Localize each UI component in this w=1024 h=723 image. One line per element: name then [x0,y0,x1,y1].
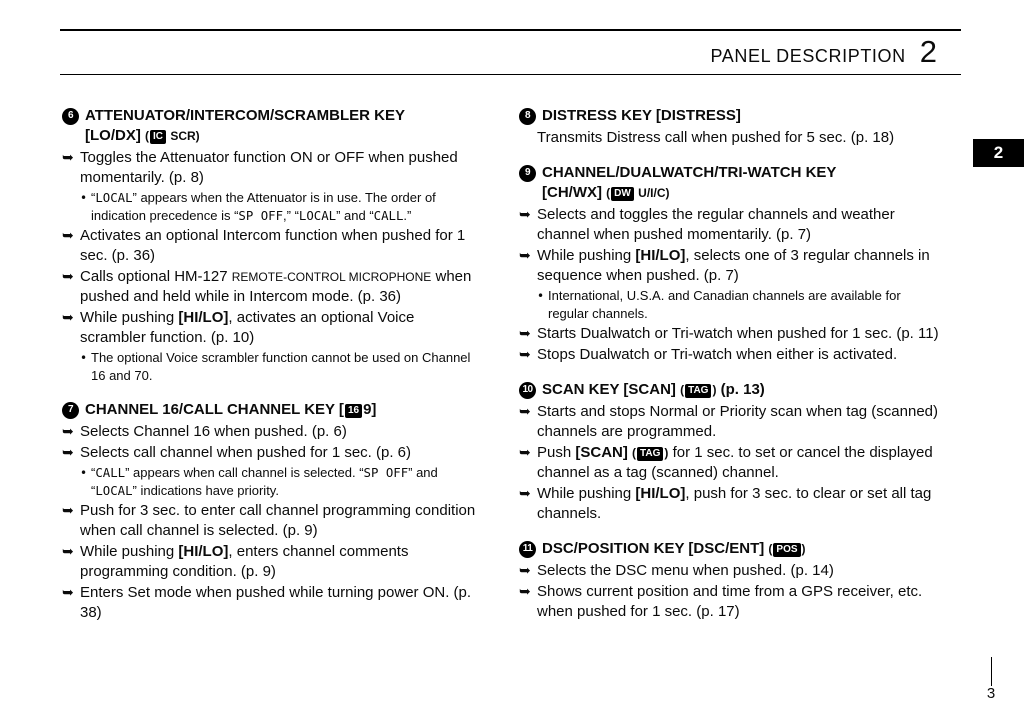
item-text [91,349,483,385]
instruction-item [62,148,483,188]
item-text [91,189,483,225]
item-text [80,443,483,463]
section-11 [519,539,940,622]
lcd-text: SP OFF [363,466,409,480]
text-segment: (p. 13) [716,381,765,398]
arrow-icon: ➥ [62,150,74,166]
text-segment: While pushing [80,543,179,560]
section-heading [62,400,483,420]
bullet-icon: • [80,351,88,365]
arrow-icon: ➥ [519,347,531,363]
text-segment: DSC/POSITION KEY [DSC/ENT] [542,540,769,557]
item-text [537,246,940,286]
text-segment: Toggles the Attenuator function ON or OFF when pushed momentarily. (p. 8) [80,149,458,186]
section-8 [519,106,940,148]
text-segment: Shows current position and time from a GPS receiver, etc. when pushed for 1 sec. (p. 17) [537,583,923,620]
text-segment: ” appears when call channel is selected. “ [125,465,364,480]
lcd-text: SP OFF [238,209,284,223]
section-9 [519,163,940,365]
text-segment: , enters channel comments programming condition. (p. 9) [80,543,409,580]
section-title [542,380,940,400]
text-segment: CHANNEL/DUALWATCH/TRI-WATCH KEY [542,164,837,181]
text-segment: ( [632,446,637,460]
item-text [80,583,483,623]
text-segment: , activates an optional Voice scrambler function. (p. 10) [80,309,415,346]
text-segment: ( [680,383,685,397]
lcd-text: CALL [95,466,126,480]
arrow-icon: ➥ [62,228,74,244]
arrow-icon: ➥ [519,445,531,461]
text-segment: ” appears when the Attenuator is in use. The order of indication precedence is “ [91,190,436,223]
item-text [537,561,940,581]
text-segment: While pushing [537,485,636,502]
instruction-item [62,308,483,348]
instruction-item [62,443,483,463]
section-title [85,106,483,146]
text-segment: CHANNEL 16/CALL CHANNEL KEY [ [85,401,344,418]
text-segment: ” indications have priority. [132,483,279,498]
page-number: 3 [986,685,996,702]
arrow-icon: ➥ [519,248,531,264]
text-segment: [HI/LO] [178,543,229,560]
section-title-line [542,183,940,203]
text-segment: ,” “ [283,208,299,223]
key-badge: 16 [345,404,362,418]
page-title: PANEL DESCRIPTION [710,46,906,66]
key-badge: TAG [637,447,663,461]
section-title [85,400,483,420]
instruction-item [519,345,940,365]
item-text [80,148,483,188]
instruction-item [519,324,940,344]
arrow-icon: ➥ [62,585,74,601]
indent-spacer [519,128,537,148]
text-segment: [LO/DX] [85,127,145,144]
item-text [537,582,940,622]
text-segment: Stops Dualwatch or Tri-watch when either is activated. [537,346,898,363]
item-text [537,443,940,483]
text-segment: Activates an optional Intercom function when pushed for 1 sec. (p. 36) [80,227,466,264]
text-segment: ” and “ [336,208,374,223]
text-segment: 9] [363,401,377,418]
text-segment: Selects call channel when pushed for 1 sec. (p. 6) [80,444,412,461]
text-segment: ) [801,542,806,556]
arrow-icon: ➥ [62,310,74,326]
section-title-line [542,106,940,126]
text-segment: International, U.S.A. and Canadian channels are available for regular channels. [548,288,901,321]
text-segment: Enters Set mode when pushed while turning power ON. (p. 38) [80,584,472,621]
section-6 [62,106,483,385]
text-segment: “ [91,190,96,205]
text-segment: While pushing [537,247,636,264]
section-heading [519,106,940,126]
text-segment: “ [91,465,96,480]
text-segment: [HI/LO] [178,309,229,326]
instruction-item [80,349,483,385]
item-text [80,501,483,541]
text-segment: DISTRESS KEY [DISTRESS] [542,107,741,124]
lcd-text: LOCAL [95,191,133,205]
page-number-rule [991,657,992,686]
item-text [80,422,483,442]
text-segment: Selects the DSC menu when pushed. (p. 14) [537,562,834,579]
text-segment: ATTENUATOR/INTERCOM/SCRAMBLER KEY [85,107,405,124]
text-segment: ( [145,129,149,143]
bullet-icon: • [80,466,88,480]
key-badge: DW [611,187,634,201]
item-text [537,402,940,442]
instruction-item [519,205,940,245]
text-segment: Push for 3 sec. to enter call channel programming condition when call channel is selected. (p. 9) [80,502,476,539]
item-text [80,267,483,307]
item-text [80,226,483,266]
section-7 [62,400,483,623]
text-segment: ) [712,383,717,397]
item-text [91,464,483,500]
section-number-icon: 10 [519,382,536,399]
lcd-text: LOCAL [95,484,133,498]
arrow-icon: ➥ [519,486,531,502]
bullet-icon: • [537,289,545,303]
arrow-icon: ➥ [519,326,531,342]
header-rule [60,74,961,75]
text-segment: Selects and toggles the regular channels and weather channel when pushed momentarily. (p. 7) [537,206,895,243]
section-number-icon: 11 [519,541,536,558]
instruction-item [519,484,940,524]
text-segment: [CH/WX] [542,184,607,201]
instruction-item [519,582,940,622]
instruction-item [62,583,483,623]
text-segment: Selects Channel 16 when pushed. (p. 6) [80,423,347,440]
instruction-item [519,561,940,581]
section-title-line [542,539,940,559]
item-text [537,205,940,245]
section-title-line [85,106,483,126]
text-segment: .” [403,208,412,223]
section-title-line [85,400,483,420]
chapter-tab: 2 [973,139,1024,167]
page-header [711,34,938,70]
item-text [80,542,483,582]
lcd-text: LOCAL [298,209,337,223]
instruction-item [519,246,940,286]
section-title-line [542,163,940,183]
arrow-icon: ➥ [519,563,531,579]
text-segment: ( [606,186,611,200]
instruction-item [62,226,483,266]
section-number-icon: 8 [519,108,536,125]
instruction-item [519,443,940,483]
item-text [548,287,940,323]
text-segment: ( [768,542,773,556]
item-text [537,128,940,148]
text-segment: ” and “ [91,465,438,498]
section-10 [519,380,940,524]
text-segment: REMOTE-CONTROL MICROPHONE [231,270,432,284]
text-segment: U/I/C) [634,186,670,200]
bullet-icon: • [80,191,88,205]
instruction-item [62,422,483,442]
item-text [80,308,483,348]
lcd-text: CALL [373,209,404,223]
instruction-item [537,287,940,323]
instruction-item [519,402,940,442]
instruction-item [519,128,940,148]
text-segment: , push for 3 sec. to clear or set all tag channels. [537,485,932,522]
text-segment: ) [664,446,669,460]
item-text [537,484,940,524]
arrow-icon: ➥ [62,503,74,519]
instruction-item [62,501,483,541]
column-left [62,106,483,638]
key-badge: IC [150,130,166,144]
section-heading [62,106,483,146]
item-text [537,345,940,365]
arrow-icon: ➥ [519,207,531,223]
column-right [519,106,940,637]
text-segment: Transmits Distress call when pushed for 5 sec. (p. 18) [537,129,895,146]
chapter-number: 2 [919,34,937,69]
arrow-icon: ➥ [62,424,74,440]
section-heading [519,539,940,559]
text-segment: Starts Dualwatch or Tri-watch when pushed for 1 sec. (p. 11) [537,325,939,342]
top-rule [60,29,961,31]
text-segment: While pushing [80,309,179,326]
arrow-icon: ➥ [62,269,74,285]
instruction-item [62,542,483,582]
section-number-icon: 9 [519,165,536,182]
arrow-icon: ➥ [519,404,531,420]
text-segment: SCAN KEY [SCAN] [542,381,681,398]
text-segment: , selects one of 3 regular channels in sequence when pushed. (p. 7) [537,247,930,284]
text-segment: [HI/LO] [635,485,686,502]
section-title [542,106,940,126]
section-heading [519,380,940,400]
text-segment: [HI/LO] [635,247,686,264]
instruction-item [62,267,483,307]
instruction-item [80,189,483,225]
arrow-icon: ➥ [62,445,74,461]
text-segment: Calls optional HM-127 [80,268,232,285]
section-title [542,539,940,559]
text-segment: The optional Voice scrambler function cannot be used on Channel 16 and 70. [91,350,471,383]
text-segment: for 1 sec. to set or cancel the displayed channel as a tag (scanned) channel. [537,444,933,481]
arrow-icon: ➥ [62,544,74,560]
item-text [537,324,940,344]
section-heading [519,163,940,203]
instruction-item [80,464,483,500]
text-segment: Starts and stops Normal or Priority scan when tag (scanned) channels are programmed. [537,403,939,440]
key-badge: TAG [685,384,711,398]
section-title-line [85,126,483,146]
text-segment: when pushed and held while in Intercom mode. (p. 36) [80,268,472,305]
section-number-icon: 7 [62,402,79,419]
text-segment: SCR) [167,129,200,143]
text-segment: Push [537,444,576,461]
arrow-icon: ➥ [519,584,531,600]
key-badge: POS [773,543,800,557]
section-title-line [542,380,940,400]
section-title [542,163,940,203]
section-number-icon: 6 [62,108,79,125]
text-segment: [SCAN] [575,444,628,461]
